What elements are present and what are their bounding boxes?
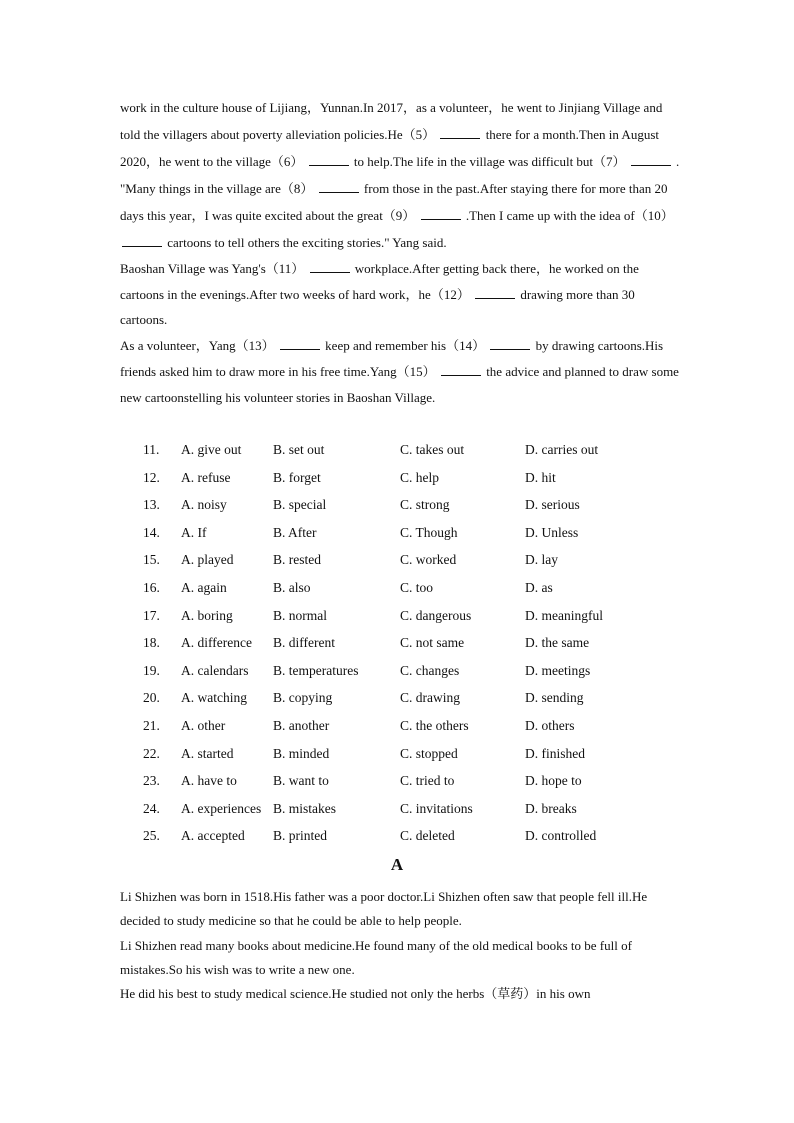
option-d: D. hit bbox=[525, 469, 556, 485]
option-a: A. accepted bbox=[181, 828, 245, 844]
option-b: B. special bbox=[273, 497, 327, 513]
reading-paragraph: Li Shizhen was born in 1518.His father was a poor doctor.Li Shizhen often saw that people fell ill.He decided to study medicine so that he could be able to help people. bbox=[120, 889, 648, 929]
option-c: C. drawing bbox=[400, 690, 460, 706]
option-d: D. breaks bbox=[525, 800, 577, 816]
option-c: C. help bbox=[400, 469, 439, 485]
option-a: A. give out bbox=[181, 442, 242, 457]
question-row bbox=[143, 492, 663, 520]
question-number: 25. bbox=[143, 828, 160, 844]
question-row bbox=[143, 547, 663, 575]
reading-paragraph: Li Shizhen read many books about medicine.He found many of the old medical books to be full of mistakes.So his wish was to write a new one. bbox=[120, 937, 632, 977]
answer-blank bbox=[309, 153, 349, 166]
question-number: 12. bbox=[143, 469, 160, 485]
option-c: C. Though bbox=[400, 524, 458, 540]
answer-blank bbox=[441, 363, 481, 376]
option-b: B. set out bbox=[273, 442, 325, 457]
option-b: B. normal bbox=[273, 607, 327, 623]
question-number: 19. bbox=[143, 662, 160, 678]
question-number: 22. bbox=[143, 745, 160, 761]
option-d: D. the same bbox=[525, 635, 590, 651]
cloze-text: cartoons to tell others the exciting stories." Yang said. bbox=[164, 235, 447, 250]
answer-blank bbox=[122, 234, 162, 247]
option-d: D. finished bbox=[525, 745, 585, 761]
question-number: 21. bbox=[143, 717, 160, 733]
question-row bbox=[143, 768, 663, 796]
option-b: B. rested bbox=[273, 552, 321, 568]
question-number: 23. bbox=[143, 773, 160, 789]
option-a: A. watching bbox=[181, 690, 247, 706]
cloze-text: workplace.After getting back there，he worked on the cartoons in the evenings.After two weeks of hard work，he（12） bbox=[120, 261, 639, 302]
cloze-paragraph bbox=[120, 256, 680, 333]
question-row bbox=[143, 796, 663, 824]
option-b: B. another bbox=[273, 717, 330, 733]
question-number: 24. bbox=[143, 800, 160, 816]
option-b: B. minded bbox=[273, 745, 330, 761]
option-c: C. stopped bbox=[400, 745, 458, 761]
option-a: A. calendars bbox=[181, 662, 249, 678]
option-d: D. hope to bbox=[525, 773, 582, 789]
question-row bbox=[143, 685, 663, 713]
option-b: B. want to bbox=[273, 773, 329, 789]
option-a: A. again bbox=[181, 579, 227, 595]
option-b: B. temperatures bbox=[273, 662, 359, 678]
option-d: D. carries out bbox=[525, 442, 599, 457]
answer-blank bbox=[631, 153, 671, 166]
answer-blank bbox=[475, 286, 515, 299]
option-c: C. the others bbox=[400, 717, 469, 733]
question-number: 20. bbox=[143, 690, 160, 706]
option-c: C. too bbox=[400, 579, 434, 595]
option-c: C. changes bbox=[400, 662, 460, 678]
option-a: A. have to bbox=[181, 773, 237, 789]
answer-options bbox=[143, 437, 663, 851]
option-a: A. experiences bbox=[181, 800, 262, 816]
cloze-text: drawing more than 30 cartoons. bbox=[120, 286, 635, 328]
reading-passage bbox=[120, 885, 680, 1006]
option-c: C. strong bbox=[400, 497, 450, 513]
cloze-paragraph bbox=[120, 333, 680, 410]
option-b: B. different bbox=[273, 635, 335, 651]
cloze-text: work in the culture house of Lijiang，Yunnan.In 2017，as a volunteer，he went to Jinjiang Village and told the villagers about poverty alleviation policies.He（5） bbox=[120, 100, 663, 142]
cloze-text: . "Many things in the village are（8） bbox=[120, 154, 680, 196]
cloze-text: As a volunteer，Yang（13） bbox=[120, 338, 278, 354]
question-number: 15. bbox=[143, 552, 160, 568]
option-d: D. others bbox=[525, 717, 575, 733]
option-a: A. other bbox=[181, 717, 226, 733]
answer-blank bbox=[310, 260, 350, 273]
option-b: B. mistakes bbox=[273, 800, 336, 816]
cloze-text: from those in the past.After staying there for more than 20 days this year，I was quite excited about the great（9） bbox=[120, 181, 668, 223]
answer-blank bbox=[280, 337, 320, 350]
cloze-text: the advice and planned to draw some new cartoonstelling his volunteer stories in Baoshan Village. bbox=[120, 363, 679, 405]
question-number: 16. bbox=[143, 579, 160, 595]
cloze-paragraph bbox=[120, 94, 680, 256]
option-d: D. sending bbox=[525, 690, 584, 706]
question-number: 11. bbox=[143, 442, 160, 457]
cloze-text: keep and remember his（14） bbox=[321, 338, 489, 354]
option-c: C. worked bbox=[400, 552, 457, 568]
cloze-text: there for a month.Then in August 2020，he went to the village（6） bbox=[120, 127, 659, 169]
section-title: A bbox=[390, 855, 404, 874]
cloze-text: Baoshan Village was Yang's（11） bbox=[120, 261, 308, 276]
option-c: C. not same bbox=[400, 635, 465, 651]
option-a: A. noisy bbox=[181, 497, 227, 513]
option-d: D. meaningful bbox=[525, 607, 603, 623]
question-row bbox=[143, 520, 663, 548]
option-c: C. takes out bbox=[400, 442, 465, 457]
answer-blank bbox=[490, 337, 530, 350]
question-row bbox=[143, 465, 663, 493]
option-b: B. After bbox=[273, 524, 317, 540]
cloze-text: by drawing cartoons.His friends asked him to draw more in his free time.Yang（15） bbox=[120, 338, 664, 379]
question-row bbox=[143, 658, 663, 686]
question-number: 14. bbox=[143, 524, 160, 540]
cloze-passage bbox=[120, 94, 680, 410]
question-row bbox=[143, 575, 663, 603]
question-row bbox=[143, 713, 663, 741]
option-a: A. If bbox=[181, 524, 207, 540]
question-row bbox=[143, 823, 663, 851]
option-c: C. dangerous bbox=[400, 607, 472, 623]
option-a: A. played bbox=[181, 552, 234, 568]
option-a: A. difference bbox=[181, 635, 252, 651]
cloze-text: .Then I came up with the idea of（10） bbox=[462, 208, 674, 223]
option-b: B. copying bbox=[273, 690, 333, 706]
option-b: B. printed bbox=[273, 828, 327, 844]
question-number: 13. bbox=[143, 497, 160, 513]
option-c: C. deleted bbox=[400, 828, 455, 844]
answer-blank bbox=[421, 207, 461, 220]
option-a: A. started bbox=[181, 745, 234, 761]
question-number: 17. bbox=[143, 607, 160, 623]
reading-paragraph: He did his best to study medical science.He studied not only the herbs（草药）in his own bbox=[120, 986, 591, 1002]
option-c: C. invitations bbox=[400, 800, 473, 816]
answer-blank bbox=[319, 180, 359, 193]
option-b: B. forget bbox=[273, 469, 321, 485]
question-row bbox=[143, 437, 663, 465]
option-d: D. as bbox=[525, 579, 553, 595]
cloze-text: to help.The life in the village was difficult but（7） bbox=[350, 154, 629, 169]
option-d: D. controlled bbox=[525, 828, 597, 844]
question-row bbox=[143, 603, 663, 631]
option-d: D. Unless bbox=[525, 524, 579, 540]
answer-blank bbox=[440, 126, 480, 139]
question-row bbox=[143, 630, 663, 658]
question-row bbox=[143, 741, 663, 769]
question-number: 18. bbox=[143, 635, 160, 651]
option-b: B. also bbox=[273, 579, 311, 595]
option-d: D. lay bbox=[525, 552, 558, 568]
option-a: A. boring bbox=[181, 607, 233, 623]
option-a: A. refuse bbox=[181, 469, 231, 485]
option-d: D. meetings bbox=[525, 662, 591, 678]
option-d: D. serious bbox=[525, 497, 580, 513]
option-c: C. tried to bbox=[400, 773, 455, 789]
